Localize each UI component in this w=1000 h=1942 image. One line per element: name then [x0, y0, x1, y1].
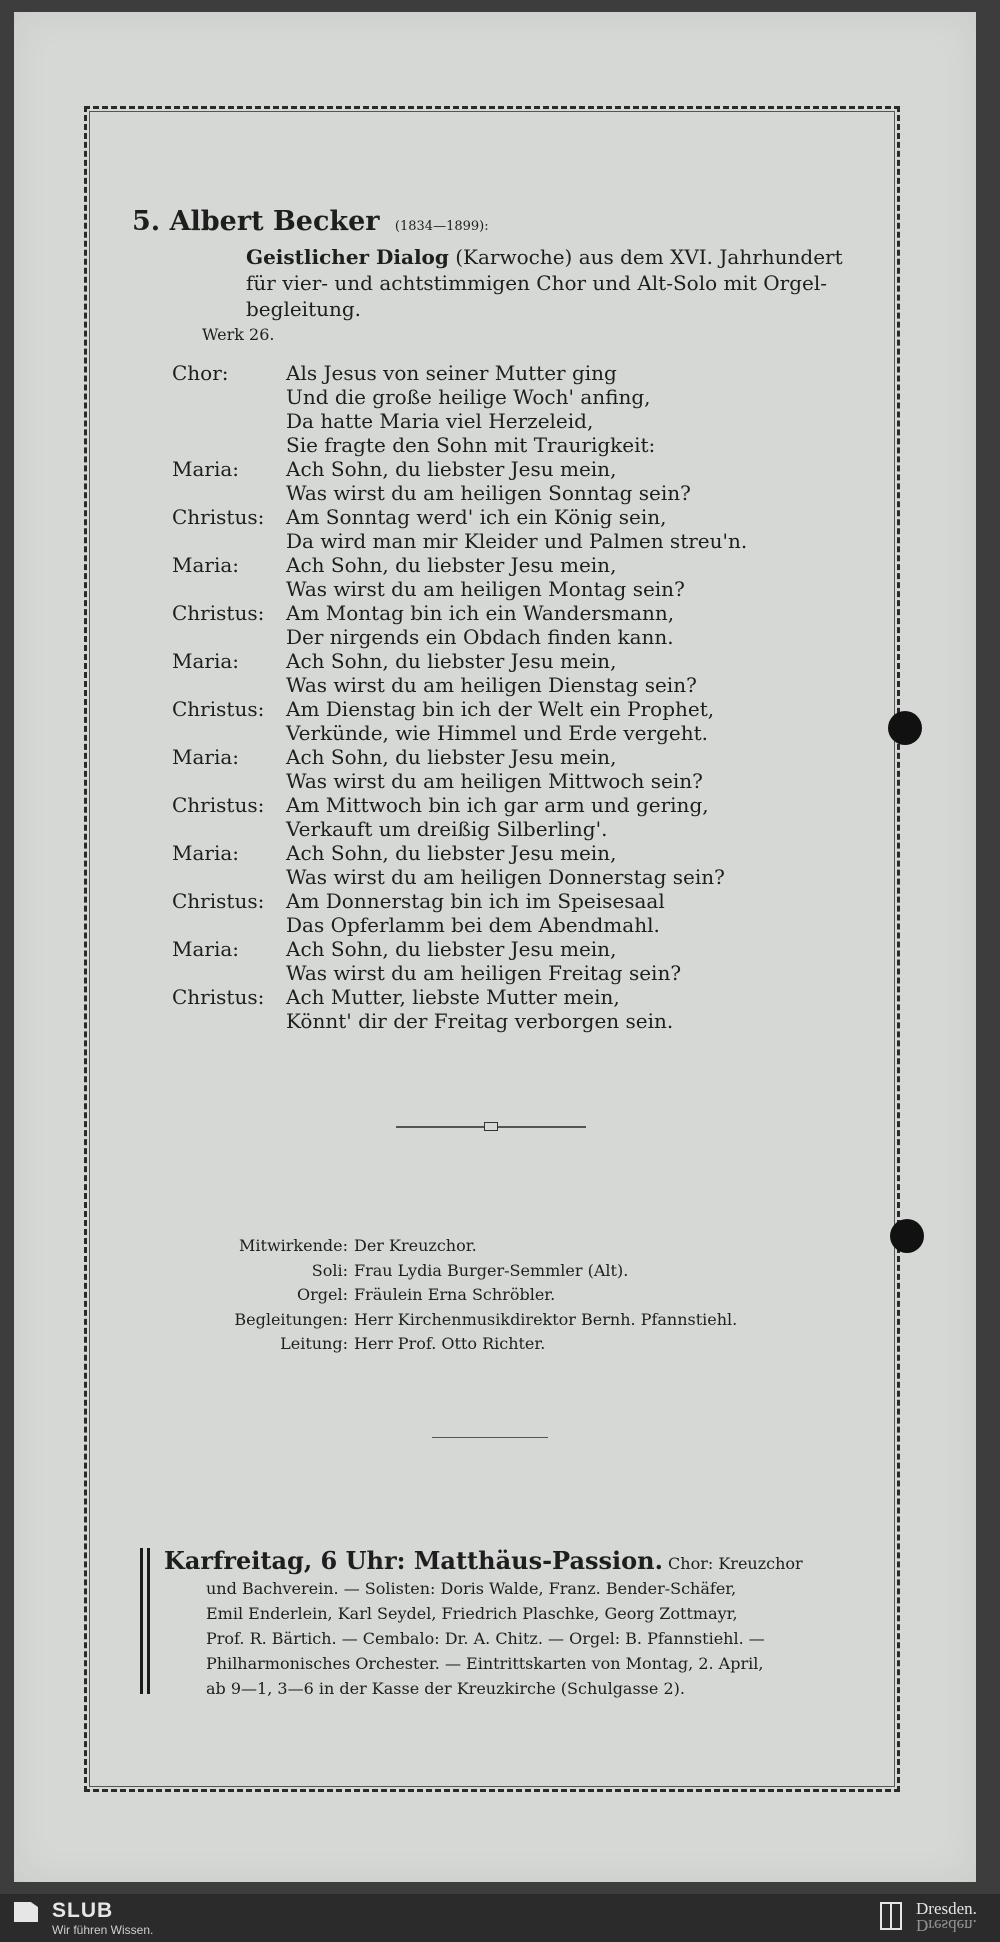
- lyric-text: Verkauft um dreißig Silberling'.: [286, 817, 608, 841]
- lyric-line: [172, 505, 747, 529]
- lyric-line: [172, 937, 747, 961]
- lyric-line: [172, 457, 747, 481]
- lyric-text: Der nirgends ein Obdach finden kann.: [286, 625, 674, 649]
- dresden-logo[interactable]: Dresden.: [916, 1899, 977, 1918]
- lyric-line: [172, 745, 747, 769]
- event-notice: [164, 1548, 858, 1701]
- lyric-text: Was wirst du am heiligen Donnerstag sein?: [286, 865, 725, 889]
- lyric-speaker: [172, 865, 286, 889]
- lyric-speaker: [172, 481, 286, 505]
- dresden-logo-reflection: Dresden.: [916, 1916, 977, 1935]
- lyric-speaker: Christus:: [172, 697, 265, 721]
- lyric-line: [172, 361, 747, 385]
- subtitle-line-2: für vier- und achtstimmigen Chor und Alt-Solo mit Orgel-: [246, 271, 828, 295]
- lyric-line: [172, 985, 747, 1009]
- lyric-line: [172, 409, 747, 433]
- lyric-text: Und die große heilige Woch' anfing,: [286, 385, 651, 409]
- lyric-speaker: [172, 577, 286, 601]
- lyrics-block: [172, 361, 747, 1033]
- notice-line: und Bachverein. — Solisten: Doris Walde, Franz. Bender-Schäfer,: [206, 1579, 737, 1598]
- credit-role: Mitwirkende:: [239, 1236, 348, 1255]
- credit-role: Soli:: [311, 1260, 348, 1280]
- lyric-speaker: Maria:: [172, 937, 240, 961]
- notice-line-1: Chor: Kreuzchor: [662, 1554, 803, 1573]
- lyric-text: Ach Sohn, du liebster Jesu mein,: [286, 553, 617, 577]
- lyric-text: Was wirst du am heiligen Freitag sein?: [286, 961, 682, 985]
- notice-line: Philharmonisches Orchester. — Eintrittskarten von Montag, 2. April,: [206, 1654, 764, 1673]
- subtitle-line-3: begleitung.: [246, 297, 362, 321]
- lyric-text: Am Mittwoch bin ich gar arm und gering,: [286, 793, 709, 817]
- credit-name: Der Kreuzchor.: [354, 1236, 477, 1255]
- notice-line: Emil Enderlein, Karl Seydel, Friedrich Plaschke, Georg Zottmayr,: [206, 1604, 738, 1623]
- notice-title: Karfreitag, 6 Uhr: Matthäus-Passion.: [164, 1546, 663, 1575]
- notice-line: Prof. R. Bärtich. — Cembalo: Dr. A. Chitz. — Orgel: B. Pfannstiehl. —: [206, 1629, 765, 1648]
- lyric-text: Was wirst du am heiligen Montag sein?: [286, 577, 685, 601]
- lyric-speaker: [172, 817, 286, 841]
- credit-row: [190, 1234, 737, 1259]
- lyric-speaker: [172, 409, 286, 433]
- credit-row: [190, 1283, 737, 1308]
- lyric-speaker: [172, 1009, 286, 1033]
- lyric-speaker: Chor:: [172, 361, 229, 385]
- lyric-line: [172, 649, 747, 673]
- lyric-line: [172, 433, 747, 457]
- lyric-line: [172, 625, 747, 649]
- lyric-speaker: Maria:: [172, 457, 240, 481]
- lyric-text: Am Dienstag bin ich der Welt ein Prophet,: [286, 697, 715, 721]
- lyric-text: Verkünde, wie Himmel und Erde vergeht.: [286, 721, 708, 745]
- piece-subtitle: [246, 244, 866, 322]
- footer-bar: [0, 1894, 1000, 1942]
- lyric-speaker: [172, 529, 286, 553]
- lyric-speaker: [172, 625, 286, 649]
- lyric-line: [172, 817, 747, 841]
- lyric-speaker: [172, 961, 286, 985]
- lyric-speaker: Maria:: [172, 553, 240, 577]
- lyric-line: [172, 529, 747, 553]
- lyric-speaker: Maria:: [172, 649, 240, 673]
- lyric-text: Ach Sohn, du liebster Jesu mein,: [286, 457, 617, 481]
- lyric-text: Am Sonntag werd' ich ein König sein,: [286, 505, 667, 529]
- lyric-line: [172, 913, 747, 937]
- notice-bar-icon: [140, 1548, 152, 1694]
- lyric-text: Da hatte Maria viel Herzeleid,: [286, 409, 594, 433]
- credit-name: Herr Kirchenmusikdirektor Bernh. Pfannstiehl.: [354, 1309, 738, 1329]
- lyric-line: [172, 961, 747, 985]
- credit-row: [190, 1259, 737, 1284]
- lyric-speaker: [172, 385, 286, 409]
- lyric-speaker: [172, 433, 286, 457]
- lyric-line: [172, 769, 747, 793]
- lyric-line: [172, 841, 747, 865]
- lyric-line: [172, 721, 747, 745]
- credit-role: Leitung:: [280, 1334, 348, 1353]
- lyric-speaker: Christus:: [172, 505, 265, 529]
- slub-brand[interactable]: SLUB: [52, 1899, 114, 1922]
- credits-block: [190, 1234, 737, 1357]
- lyric-text: Das Opferlamm bei dem Abendmahl.: [286, 913, 660, 937]
- slub-logo-icon: [14, 1902, 38, 1922]
- lyric-text: Am Donnerstag bin ich im Speisesaal: [286, 889, 665, 913]
- credit-name: Fräulein Erna Schröbler.: [354, 1285, 556, 1304]
- dresden-crest-icon: [880, 1902, 902, 1930]
- lyric-line: [172, 601, 747, 625]
- lyric-text: Könnt' dir der Freitag verborgen sein.: [286, 1009, 674, 1033]
- composer-name: Albert Becker: [169, 206, 380, 237]
- lyric-text: Ach Mutter, liebste Mutter mein,: [286, 985, 620, 1009]
- lyric-text: Ach Sohn, du liebster Jesu mein,: [286, 649, 617, 673]
- lyric-line: [172, 865, 747, 889]
- lyric-text: Ach Sohn, du liebster Jesu mein,: [286, 841, 617, 865]
- lyric-speaker: Maria:: [172, 841, 240, 865]
- lyric-line: [172, 385, 747, 409]
- subtitle-line-1: (Karwoche) aus dem XVI. Jahrhundert: [448, 245, 843, 269]
- lyric-text: Was wirst du am heiligen Dienstag sein?: [286, 673, 697, 697]
- credit-name: Herr Prof. Otto Richter.: [354, 1334, 546, 1353]
- lyric-line: [172, 553, 747, 577]
- opus-number: Werk 26.: [202, 325, 275, 344]
- lyric-line: [172, 793, 747, 817]
- lyric-text: Was wirst du am heiligen Sonntag sein?: [286, 481, 691, 505]
- lyric-speaker: [172, 769, 286, 793]
- line-divider: [432, 1437, 548, 1438]
- credit-row: [190, 1332, 737, 1357]
- credit-name: Frau Lydia Burger-Semmler (Alt).: [354, 1260, 629, 1280]
- ornament-knot-icon: [484, 1122, 498, 1131]
- slub-tagline: Wir führen Wissen.: [52, 1923, 154, 1937]
- lyric-speaker: [172, 913, 286, 937]
- piece-title: Geistlicher Dialog: [246, 245, 449, 269]
- lyric-speaker: Maria:: [172, 745, 240, 769]
- piece-number: 5.: [132, 206, 161, 237]
- lyric-text: Am Montag bin ich ein Wandersmann,: [286, 601, 675, 625]
- punch-hole-icon: [890, 1219, 924, 1253]
- notice-line: ab 9—1, 3—6 in der Kasse der Kreuzkirche (Schulgasse 2).: [206, 1679, 685, 1698]
- composer-dates: (1834—1899):: [394, 219, 489, 234]
- lyric-line: [172, 1009, 747, 1033]
- lyric-speaker: Christus:: [172, 793, 265, 817]
- lyric-line: [172, 697, 747, 721]
- lyric-line: [172, 577, 747, 601]
- lyric-speaker: [172, 721, 286, 745]
- lyric-line: [172, 481, 747, 505]
- lyric-text: Sie fragte den Sohn mit Traurigkeit:: [286, 433, 656, 457]
- lyric-speaker: Christus:: [172, 985, 265, 1009]
- credit-role: Begleitungen:: [234, 1309, 348, 1329]
- punch-hole-icon: [888, 711, 922, 745]
- lyric-line: [172, 673, 747, 697]
- lyric-text: Ach Sohn, du liebster Jesu mein,: [286, 745, 617, 769]
- credit-row: [190, 1308, 737, 1333]
- lyric-speaker: [172, 673, 286, 697]
- lyric-line: [172, 889, 747, 913]
- lyric-text: Als Jesus von seiner Mutter ging: [286, 361, 617, 385]
- lyric-speaker: Christus:: [172, 889, 265, 913]
- lyric-text: Was wirst du am heiligen Mittwoch sein?: [286, 769, 703, 793]
- lyric-text: Ach Sohn, du liebster Jesu mein,: [286, 937, 617, 961]
- credit-role: Orgel:: [297, 1285, 348, 1304]
- ornament-divider: [396, 1126, 586, 1128]
- lyric-text: Da wird man mir Kleider und Palmen streu'n.: [286, 529, 748, 553]
- piece-heading: [132, 206, 489, 237]
- lyric-speaker: Christus:: [172, 601, 265, 625]
